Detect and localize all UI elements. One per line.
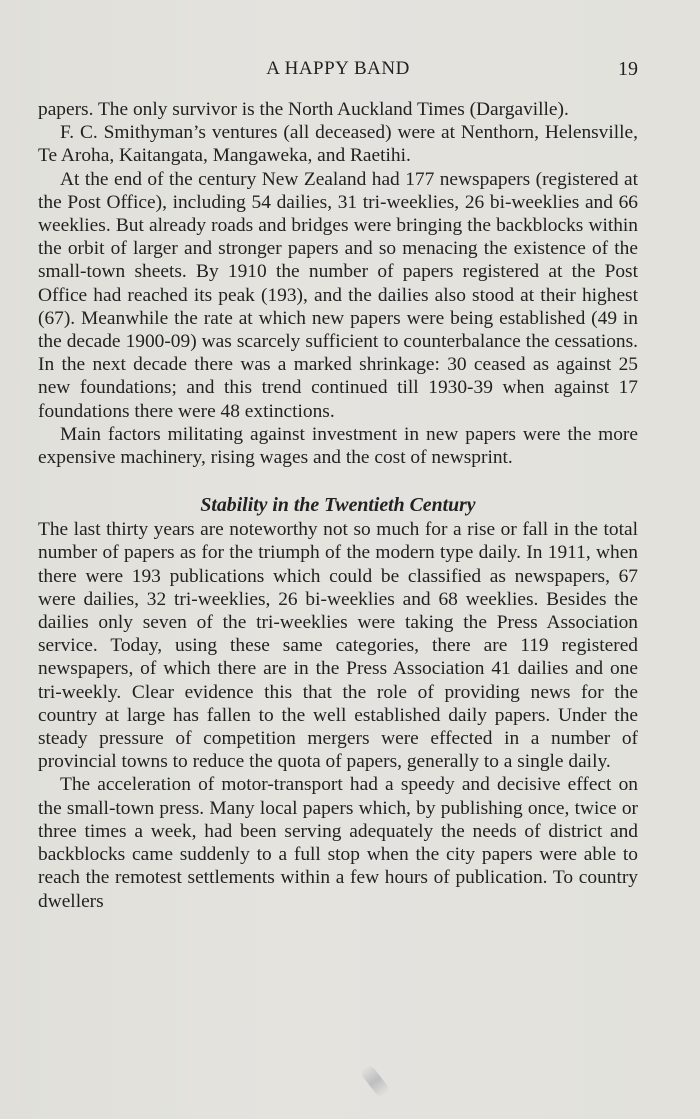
paragraph: papers. The only survivor is the North Auckland Times (Dargaville). — [38, 99, 569, 120]
section-heading: Stability in the Twentieth Century — [200, 494, 476, 517]
paragraph: At the end of the century New Zealand had 177 newspapers (registered at the Post Office), including 54 dailies, 31 tri-weeklies, 26 bi-weeklies and 66 weeklies. But already roads and bridges were bringing the backblocks within the orbit of larger and stronger papers and so menacing the existence of the small-town sheets. By 1910 the number of papers registered at the Post Office had reached its peak (193), and the dailies also stood at their highest (67). Meanwhile the rate at which new papers were being established (49 in the decade 1900-09) was scarcely sufficient to counterbalance the cessations. In the next decade there was a marked shrinkage: 30 ceased as against 25 new foundations; and this trend continued till 1930-39 when against 17 foundations there were 48 extinctions. — [38, 168, 638, 422]
paragraph: The acceleration of motor-transport had a speedy and decisive effect on the small-town press. Many local papers which, by publishing once, twice or three times a week, had been serving adequately the needs of district and backblocks came suddenly to a full stop when the city papers were able to reach the remotest settlements within a few hours of publication. To country dwellers — [38, 774, 638, 912]
paragraph: Main factors militating against investment in new papers were the more expensive machinery, rising wages and the cost of newsprint. — [38, 423, 638, 469]
body-text — [38, 98, 638, 913]
page-number: 19 — [618, 58, 638, 80]
paragraph: The last thirty years are noteworthy not so much for a rise or fall in the total number of papers as for the triumph of the modern type daily. In 1911, when there were 193 publications which could be classified as newspapers, 67 were dailies, 32 tri-weeklies, 26 bi-weeklies and 68 weeklies. Besides the dailies only seven of the tri-weeklies were taking the Press Association service. Today, using these same categories, there are 119 registered newspapers, of which there are in the Press Association 41 dailies and one tri-weekly. Clear evidence this that the role of providing news for the country at large has fallen to the well established daily papers. Under the steady pressure of competition mergers were effected in a number of provincial towns to reduce the quota of papers, generally to a single daily. — [38, 519, 638, 773]
paragraph: F. C. Smithyman’s ventures (all deceased) were at Nenthorn, Helensville, Te Aroha, Kaitangata, Mangaweka, and Raetihi. — [38, 122, 638, 167]
running-title: A HAPPY BAND — [266, 58, 410, 79]
running-header — [38, 58, 638, 84]
